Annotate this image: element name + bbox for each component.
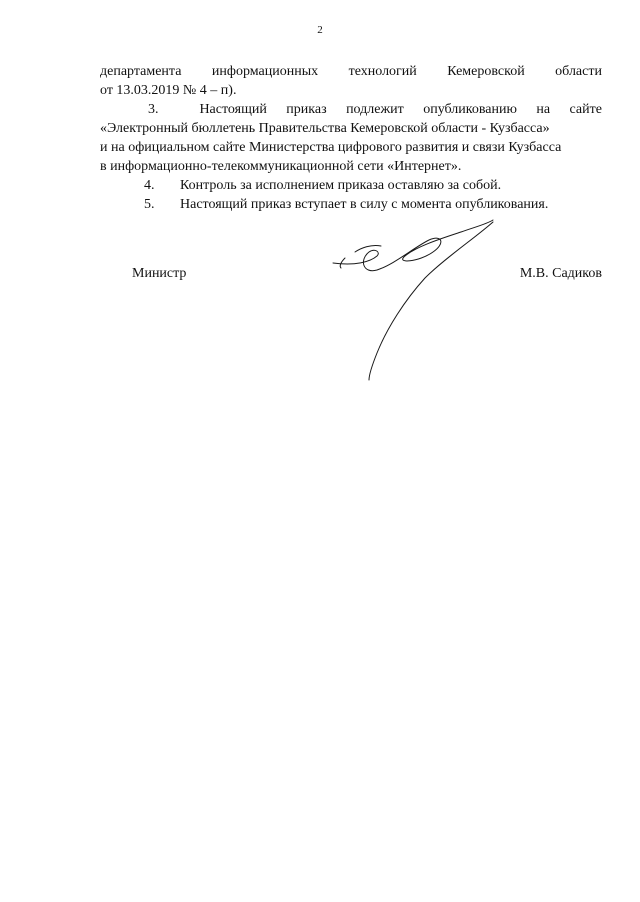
- document-body: [100, 62, 602, 214]
- word: подлежит: [346, 102, 404, 117]
- continued-paragraph-line-2: от 13.03.2019 № 4 – п).: [100, 83, 237, 98]
- paragraph-number: 4.: [144, 178, 155, 193]
- paragraph-number: 5.: [144, 197, 155, 212]
- handwritten-signature: [325, 218, 525, 383]
- paragraph-number: 3.: [148, 102, 159, 117]
- paragraph-3-line-2: «Электронный бюллетень Правительства Кемеровской области - Кузбасса»: [100, 121, 550, 136]
- paragraph-text: Контроль за исполнением приказа оставляю за собой.: [180, 178, 502, 193]
- page-number: 2: [317, 24, 323, 36]
- continued-paragraph-line-1: [100, 62, 602, 81]
- word: Кемеровской: [447, 64, 525, 79]
- word: опубликованию: [423, 102, 517, 117]
- signer-name: М.В. Садиков: [519, 266, 602, 281]
- paragraph-4: [100, 176, 602, 195]
- word: на: [536, 102, 551, 117]
- word: области: [555, 64, 602, 79]
- paragraph-3-line-4: в информационно-телекоммуникационной сети «Интернет».: [100, 159, 462, 174]
- word: департамента: [100, 64, 182, 79]
- signer-title: Министр: [132, 266, 187, 281]
- word: технологий: [348, 64, 417, 79]
- paragraph-text: Настоящий приказ вступает в силу с момента опубликования.: [180, 197, 549, 212]
- paragraph-3-line-3: и на официальном сайте Министерства цифрового развития и связи Кузбасса: [100, 140, 562, 155]
- word: приказ: [286, 102, 327, 117]
- paragraph-5: [100, 195, 602, 214]
- paragraph-3-line-1: [100, 100, 602, 119]
- word: сайте: [569, 102, 602, 117]
- word: информационных: [211, 64, 319, 79]
- word: Настоящий: [199, 102, 267, 117]
